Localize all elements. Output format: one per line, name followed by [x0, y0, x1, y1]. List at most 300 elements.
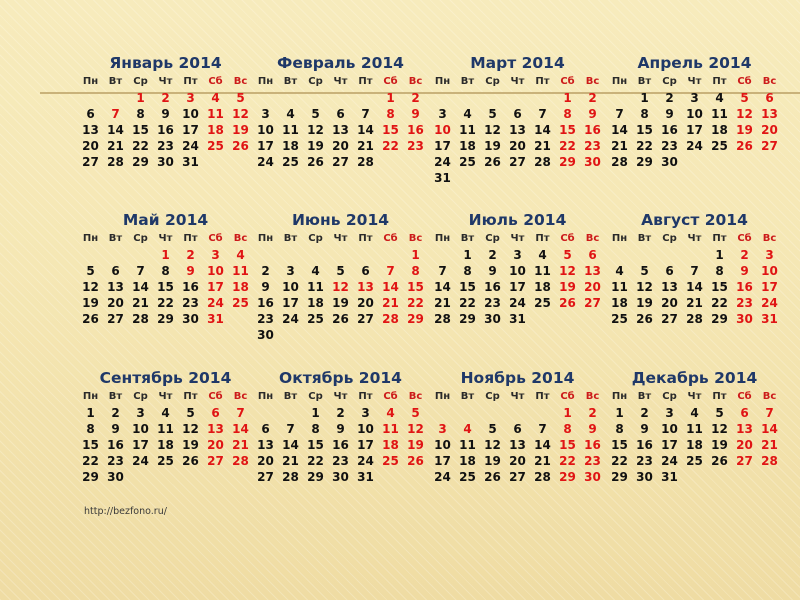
day-cell: 8 — [161, 264, 170, 278]
day-cell: 6 — [513, 107, 522, 121]
day-cell: 1 — [311, 406, 320, 420]
day-cell: 9 — [336, 422, 345, 436]
weekday-label: Вт — [637, 76, 652, 87]
day-cell: 5 — [715, 406, 724, 420]
day-cell: 16 — [107, 438, 124, 452]
day-cell: 10 — [661, 422, 678, 436]
day-cell: 17 — [132, 438, 149, 452]
day-cell: 11 — [534, 264, 551, 278]
day-cell: 14 — [232, 422, 249, 436]
day-cell: 2 — [588, 91, 597, 105]
weekday-label: Чт — [158, 233, 173, 244]
weekday-label: Вт — [460, 233, 475, 244]
day-cell: 28 — [534, 470, 551, 484]
day-cell: 2 — [161, 91, 170, 105]
day-cell: 10 — [434, 123, 451, 137]
day-cell: 21 — [611, 139, 628, 153]
days-grid — [430, 90, 605, 186]
empty-cell — [278, 247, 303, 263]
month-block — [78, 52, 253, 170]
empty-cell — [455, 405, 480, 421]
day-cell: 27 — [661, 312, 678, 326]
day-cell: 11 — [686, 422, 703, 436]
day-cell: 29 — [82, 470, 99, 484]
day-cell: 20 — [584, 280, 601, 294]
month-title: Январь 2014 — [109, 54, 222, 72]
days-grid — [607, 90, 782, 170]
day-cell: 4 — [715, 91, 724, 105]
day-cell: 31 — [182, 155, 199, 169]
weekday-label: Вс — [762, 391, 777, 402]
day-cell: 28 — [611, 155, 628, 169]
month-title: Апрель 2014 — [637, 54, 752, 72]
day-cell: 27 — [761, 139, 778, 153]
day-cell: 4 — [690, 406, 699, 420]
weekday-label: Ср — [485, 76, 500, 87]
day-cell: 10 — [509, 264, 526, 278]
day-cell: 23 — [584, 454, 601, 468]
day-cell: 15 — [307, 438, 324, 452]
day-cell: 16 — [584, 438, 601, 452]
day-cell: 17 — [686, 123, 703, 137]
day-cell: 24 — [434, 470, 451, 484]
day-cell: 7 — [236, 406, 245, 420]
weekday-label: Чт — [333, 76, 348, 87]
day-cell: 9 — [588, 422, 597, 436]
day-cell: 28 — [107, 155, 124, 169]
days-grid — [253, 405, 428, 485]
day-cell: 16 — [661, 123, 678, 137]
day-cell: 28 — [232, 454, 249, 468]
weekday-header — [430, 231, 605, 247]
day-cell: 8 — [563, 107, 572, 121]
day-cell: 13 — [661, 280, 678, 294]
weekday-label: Вс — [585, 233, 600, 244]
day-cell: 7 — [286, 422, 295, 436]
weekday-label: Пн — [82, 391, 99, 402]
day-cell: 15 — [636, 123, 653, 137]
day-cell: 1 — [563, 406, 572, 420]
day-cell: 5 — [640, 264, 649, 278]
day-cell: 9 — [640, 422, 649, 436]
empty-cell — [303, 247, 328, 263]
day-cell: 24 — [686, 139, 703, 153]
weekday-label: Чт — [687, 233, 702, 244]
weekday-label: Вт — [108, 391, 123, 402]
weekday-label: Ср — [133, 233, 148, 244]
empty-cell — [657, 247, 682, 263]
day-cell: 15 — [559, 438, 576, 452]
weekday-label: Пт — [712, 391, 727, 402]
weekday-label: Пт — [358, 391, 373, 402]
day-cell: 15 — [611, 438, 628, 452]
weekday-label: Ср — [485, 391, 500, 402]
day-cell: 11 — [459, 123, 476, 137]
day-cell: 10 — [434, 438, 451, 452]
day-cell: 21 — [357, 139, 374, 153]
weekday-label: Вт — [108, 76, 123, 87]
day-cell: 12 — [182, 422, 199, 436]
day-cell: 25 — [282, 155, 299, 169]
weekday-label: Пт — [183, 76, 198, 87]
day-cell: 18 — [459, 454, 476, 468]
weekday-label: Пт — [535, 233, 550, 244]
day-cell: 13 — [107, 280, 124, 294]
day-cell: 9 — [186, 264, 195, 278]
day-cell: 21 — [761, 438, 778, 452]
day-cell: 28 — [761, 454, 778, 468]
day-cell: 7 — [438, 264, 447, 278]
day-cell: 20 — [107, 296, 124, 310]
empty-cell — [103, 90, 128, 106]
month-title: Май 2014 — [122, 211, 209, 229]
day-cell: 7 — [690, 264, 699, 278]
weekday-label: Сб — [560, 76, 575, 87]
day-cell: 23 — [584, 139, 601, 153]
month-title: Июль 2014 — [468, 211, 567, 229]
weekday-label: Пн — [611, 76, 628, 87]
day-cell: 23 — [157, 139, 174, 153]
day-cell: 16 — [182, 280, 199, 294]
weekday-label: Пн — [82, 76, 99, 87]
weekday-header — [78, 74, 253, 90]
weekday-label: Сб — [737, 76, 752, 87]
day-cell: 12 — [484, 438, 501, 452]
day-cell: 26 — [232, 139, 249, 153]
days-grid — [253, 90, 428, 170]
day-cell: 14 — [686, 280, 703, 294]
day-cell: 21 — [534, 139, 551, 153]
day-cell: 6 — [261, 422, 270, 436]
weekday-label: Чт — [333, 391, 348, 402]
weekday-label: Вс — [585, 76, 600, 87]
weekday-label: Вт — [460, 76, 475, 87]
month-title: Сентябрь 2014 — [99, 369, 232, 387]
day-cell: 4 — [286, 107, 295, 121]
day-cell: 23 — [257, 312, 274, 326]
day-cell: 11 — [282, 123, 299, 137]
day-cell: 9 — [111, 422, 120, 436]
day-cell: 26 — [636, 312, 653, 326]
day-cell: 1 — [136, 91, 145, 105]
day-cell: 17 — [434, 139, 451, 153]
weekday-label: Пн — [82, 233, 99, 244]
day-cell: 13 — [332, 123, 349, 137]
weekday-label: Вс — [408, 391, 423, 402]
day-cell: 20 — [357, 296, 374, 310]
day-cell: 9 — [588, 107, 597, 121]
day-cell: 4 — [211, 91, 220, 105]
day-cell: 5 — [411, 406, 420, 420]
empty-cell — [78, 247, 103, 263]
day-cell: 22 — [559, 454, 576, 468]
day-cell: 25 — [207, 139, 224, 153]
day-cell: 21 — [282, 454, 299, 468]
weekday-header — [253, 74, 428, 90]
day-cell: 1 — [463, 248, 472, 262]
day-cell: 30 — [484, 312, 501, 326]
day-cell: 19 — [232, 123, 249, 137]
month-block — [430, 367, 605, 485]
month-block — [607, 367, 782, 485]
day-cell: 4 — [463, 107, 472, 121]
empty-cell — [682, 247, 707, 263]
day-cell: 14 — [534, 123, 551, 137]
day-cell: 15 — [82, 438, 99, 452]
day-cell: 20 — [761, 123, 778, 137]
day-cell: 14 — [434, 280, 451, 294]
day-cell: 10 — [257, 123, 274, 137]
day-cell: 18 — [459, 139, 476, 153]
day-cell: 3 — [665, 406, 674, 420]
month-block — [607, 52, 782, 170]
weekday-label: Вс — [585, 391, 600, 402]
empty-cell — [530, 90, 555, 106]
day-cell: 19 — [307, 139, 324, 153]
day-cell: 17 — [357, 438, 374, 452]
day-cell: 16 — [584, 123, 601, 137]
weekday-label: Ср — [133, 391, 148, 402]
weekday-header — [253, 389, 428, 405]
weekday-header — [607, 231, 782, 247]
day-cell: 23 — [484, 296, 501, 310]
day-cell: 5 — [311, 107, 320, 121]
day-cell: 7 — [136, 264, 145, 278]
days-grid — [78, 247, 253, 327]
day-cell: 27 — [332, 155, 349, 169]
weekday-label: Пн — [611, 233, 628, 244]
empty-cell — [328, 247, 353, 263]
day-cell: 20 — [509, 454, 526, 468]
day-cell: 25 — [232, 296, 249, 310]
day-cell: 13 — [207, 422, 224, 436]
weekday-label: Вт — [283, 76, 298, 87]
day-cell: 13 — [761, 107, 778, 121]
day-cell: 14 — [611, 123, 628, 137]
day-cell: 2 — [261, 264, 270, 278]
weekday-label: Вт — [108, 233, 123, 244]
day-cell: 22 — [382, 139, 399, 153]
day-cell: 10 — [761, 264, 778, 278]
day-cell: 26 — [182, 454, 199, 468]
day-cell: 21 — [132, 296, 149, 310]
day-cell: 5 — [740, 91, 749, 105]
day-cell: 5 — [336, 264, 345, 278]
day-cell: 22 — [157, 296, 174, 310]
day-cell: 10 — [207, 264, 224, 278]
day-cell: 17 — [257, 139, 274, 153]
day-cell: 21 — [232, 438, 249, 452]
weekday-label: Вт — [283, 391, 298, 402]
weekday-label: Пт — [183, 233, 198, 244]
day-cell: 8 — [311, 422, 320, 436]
weekday-label: Пн — [434, 76, 451, 87]
day-cell: 12 — [636, 280, 653, 294]
day-cell: 19 — [484, 454, 501, 468]
day-cell: 2 — [411, 91, 420, 105]
day-cell: 17 — [761, 280, 778, 294]
weekday-label: Пт — [183, 391, 198, 402]
day-cell: 11 — [207, 107, 224, 121]
day-cell: 27 — [584, 296, 601, 310]
day-cell: 2 — [186, 248, 195, 262]
day-cell: 3 — [438, 422, 447, 436]
day-cell: 1 — [563, 91, 572, 105]
weekday-label: Вт — [637, 233, 652, 244]
day-cell: 4 — [236, 248, 245, 262]
day-cell: 12 — [307, 123, 324, 137]
day-cell: 3 — [286, 264, 295, 278]
day-cell: 4 — [386, 406, 395, 420]
day-cell: 3 — [765, 248, 774, 262]
day-cell: 15 — [157, 280, 174, 294]
day-cell: 2 — [588, 406, 597, 420]
day-cell: 28 — [434, 312, 451, 326]
day-cell: 28 — [282, 470, 299, 484]
day-cell: 5 — [488, 422, 497, 436]
days-grid — [430, 405, 605, 485]
day-cell: 26 — [736, 139, 753, 153]
month-title: Август 2014 — [641, 211, 748, 229]
source-url: http://bezfono.ru/ — [84, 506, 167, 517]
day-cell: 3 — [690, 91, 699, 105]
day-cell: 11 — [307, 280, 324, 294]
weekday-label: Ср — [308, 391, 323, 402]
day-cell: 18 — [282, 139, 299, 153]
weekday-label: Чт — [687, 76, 702, 87]
weekday-label: Пн — [257, 233, 274, 244]
day-cell: 14 — [534, 438, 551, 452]
day-cell: 2 — [640, 406, 649, 420]
empty-cell — [607, 90, 632, 106]
day-cell: 1 — [640, 91, 649, 105]
day-cell: 3 — [186, 91, 195, 105]
day-cell: 23 — [107, 454, 124, 468]
day-cell: 18 — [157, 438, 174, 452]
day-cell: 5 — [236, 91, 245, 105]
day-cell: 30 — [182, 312, 199, 326]
empty-cell — [103, 247, 128, 263]
day-cell: 3 — [361, 406, 370, 420]
day-cell: 14 — [761, 422, 778, 436]
day-cell: 27 — [107, 312, 124, 326]
empty-cell — [303, 90, 328, 106]
day-cell: 27 — [357, 312, 374, 326]
day-cell: 22 — [459, 296, 476, 310]
day-cell: 6 — [665, 264, 674, 278]
weekday-label: Пт — [358, 76, 373, 87]
days-grid — [607, 247, 782, 327]
day-cell: 7 — [615, 107, 624, 121]
day-cell: 25 — [611, 312, 628, 326]
day-cell: 3 — [211, 248, 220, 262]
weekday-label: Вс — [233, 76, 248, 87]
day-cell: 31 — [661, 470, 678, 484]
day-cell: 19 — [711, 438, 728, 452]
days-grid — [430, 247, 605, 327]
day-cell: 1 — [615, 406, 624, 420]
weekday-label: Ср — [308, 233, 323, 244]
day-cell: 25 — [459, 155, 476, 169]
day-cell: 24 — [357, 454, 374, 468]
day-cell: 12 — [736, 107, 753, 121]
weekday-label: Ср — [133, 76, 148, 87]
day-cell: 18 — [207, 123, 224, 137]
day-cell: 27 — [509, 470, 526, 484]
month-title: Июнь 2014 — [291, 211, 390, 229]
empty-cell — [430, 247, 455, 263]
day-cell: 30 — [584, 470, 601, 484]
empty-cell — [128, 247, 153, 263]
day-cell: 15 — [132, 123, 149, 137]
month-block — [253, 367, 428, 485]
weekday-label: Ср — [485, 233, 500, 244]
weekday-label: Чт — [333, 233, 348, 244]
day-cell: 15 — [407, 280, 424, 294]
day-cell: 1 — [86, 406, 95, 420]
weekday-label: Сб — [383, 76, 398, 87]
empty-cell — [253, 405, 278, 421]
day-cell: 16 — [736, 280, 753, 294]
day-cell: 26 — [332, 312, 349, 326]
day-cell: 12 — [711, 422, 728, 436]
day-cell: 7 — [538, 422, 547, 436]
empty-cell — [253, 247, 278, 263]
day-cell: 14 — [282, 438, 299, 452]
day-cell: 13 — [736, 422, 753, 436]
day-cell: 19 — [736, 123, 753, 137]
day-cell: 28 — [534, 155, 551, 169]
day-cell: 4 — [463, 422, 472, 436]
month-title: Декабрь 2014 — [631, 369, 758, 387]
month-title: Ноябрь 2014 — [460, 369, 575, 387]
day-cell: 10 — [132, 422, 149, 436]
day-cell: 29 — [711, 312, 728, 326]
day-cell: 25 — [534, 296, 551, 310]
weekday-label: Пт — [358, 233, 373, 244]
day-cell: 21 — [434, 296, 451, 310]
day-cell: 18 — [686, 438, 703, 452]
day-cell: 19 — [636, 296, 653, 310]
empty-cell — [607, 247, 632, 263]
weekday-label: Сб — [560, 391, 575, 402]
weekday-label: Сб — [383, 391, 398, 402]
day-cell: 21 — [107, 139, 124, 153]
day-cell: 1 — [386, 91, 395, 105]
day-cell: 31 — [509, 312, 526, 326]
day-cell: 28 — [686, 312, 703, 326]
weekday-label: Сб — [208, 233, 223, 244]
day-cell: 8 — [86, 422, 95, 436]
day-cell: 26 — [82, 312, 99, 326]
day-cell: 26 — [307, 155, 324, 169]
empty-cell — [328, 90, 353, 106]
weekday-label: Пн — [611, 391, 628, 402]
empty-cell — [78, 90, 103, 106]
day-cell: 28 — [357, 155, 374, 169]
day-cell: 6 — [86, 107, 95, 121]
weekday-label: Ср — [662, 391, 677, 402]
weekday-header — [78, 389, 253, 405]
day-cell: 20 — [207, 438, 224, 452]
day-cell: 9 — [261, 280, 270, 294]
day-cell: 10 — [357, 422, 374, 436]
day-cell: 12 — [559, 264, 576, 278]
weekday-label: Вт — [460, 391, 475, 402]
day-cell: 3 — [438, 107, 447, 121]
day-cell: 8 — [715, 264, 724, 278]
day-cell: 15 — [459, 280, 476, 294]
